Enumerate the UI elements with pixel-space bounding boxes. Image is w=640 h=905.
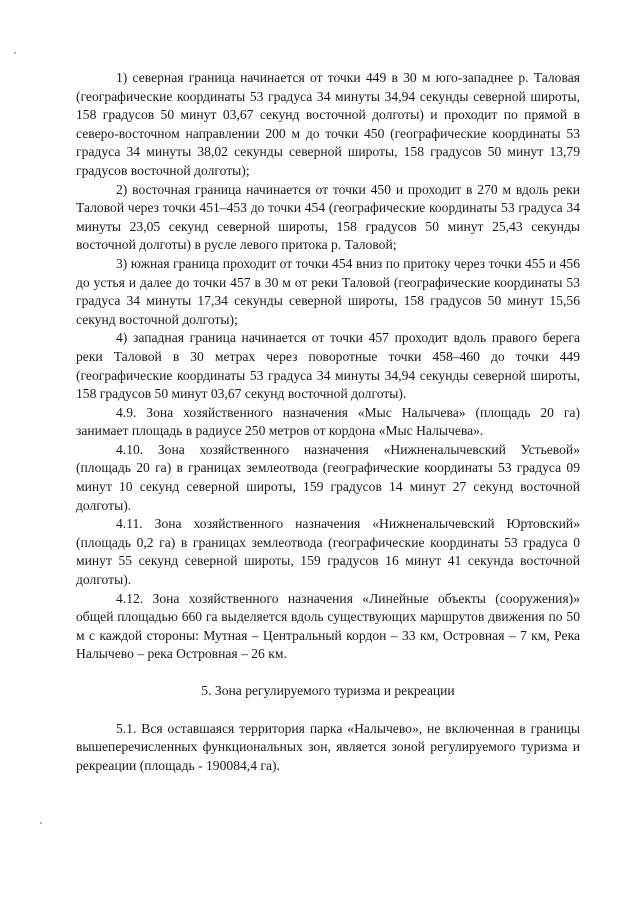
document-body: [76, 69, 580, 775]
paragraph-east-boundary: 2) восточная граница начинается от точки 450 и проходит в 270 м вдоль реки Таловой через точки 451–453 до точки 454 (географические координаты 53 градуса 34 минуты 23,05 секунд северной широты, 158 градусов 50 минут 25,43 секунды восточной долготы) в русле левого притока р. Таловой;: [76, 181, 580, 253]
paragraph-south-boundary: 3) южная граница проходит от точки 454 вниз по притоку через точки 455 и 456 до устья и далее до точки 457 в 30 м от реки Таловой (географические координаты 53 градуса 34 минуты 17,34 секунды северной широты, 158 градусов 50 минут 15,56 секунд восточной долготы);: [76, 255, 580, 327]
paragraph-west-boundary: 4) западная граница начинается от точки 457 проходит вдоль правого берега реки Таловой в 30 метрах через поворотные точки 458–460 до точки 449 (географические координаты 53 градуса 34 минуты 34,94 секунды северной широты, 158 градусов 50 минут 03,67 секунд восточной долготы).: [76, 330, 580, 402]
paragraph-north-boundary: 1) северная граница начинается от точки 449 в 30 м юго-западнее р. Таловая (географические координаты 53 градуса 34 минуты 34,94 секунды северной широты, 158 градусов 50 минут 03,67 секунд восточной долготы) и проходит по прямой в северо-восточном направлении 200 м до точки 450 (географические координаты 53 градуса 34 минуты 38,02 секунды северной широты, 158 градусов 50 минут 13,79 градусов восточной долготы);: [76, 70, 580, 178]
paragraph-zone-4-11: 4.11. Зона хозяйственного назначения «Нижненалычевский Юртовский» (площадь 0,2 га) в границах землеотвода (географические координаты 53 градуса 0 минут 55 секунд северной широты, 159 градусов 16 минут 41 секунда восточной долготы).: [76, 516, 580, 588]
paragraph-zone-4-10: 4.10. Зона хозяйственного назначения «Нижненалычевский Устьевой» (площадь 20 га) в границах землеотвода (географические координаты 53 градуса 09 минут 10 секунд северной широты, 159 градусов 14 минут 27 секунд восточной долготы).: [76, 441, 580, 513]
paragraph-zone-4-12: 4.12. Зона хозяйственного назначения «Линейные объекты (сооружения)» общей площадью 660 га выделяется вдоль существующих маршрутов движения по 50 м с каждой стороны: Мутная – Центральный кордон – 33 км, Островная – 7 км, Река Налычево – река Островная – 26 км.: [76, 590, 580, 662]
paragraph-zone-5-1: 5.1. Вся оставшаяся территория парка «Налычево», не включенная в границы вышеперечисленных функциональных зон, является зоной регулируемого туризма и рекреации (площадь - 190084,4 га).: [76, 720, 580, 773]
section-heading: 5. Зона регулируемого туризма и рекреации: [201, 683, 455, 698]
scan-speck: [14, 52, 16, 54]
paragraph-zone-4-9: 4.9. Зона хозяйственного назначения «Мыс Налычева» (площадь 20 га) занимает площадь в радиусе 250 метров от кордона «Мыс Налычева».: [76, 404, 580, 439]
scan-speck: [40, 822, 42, 824]
